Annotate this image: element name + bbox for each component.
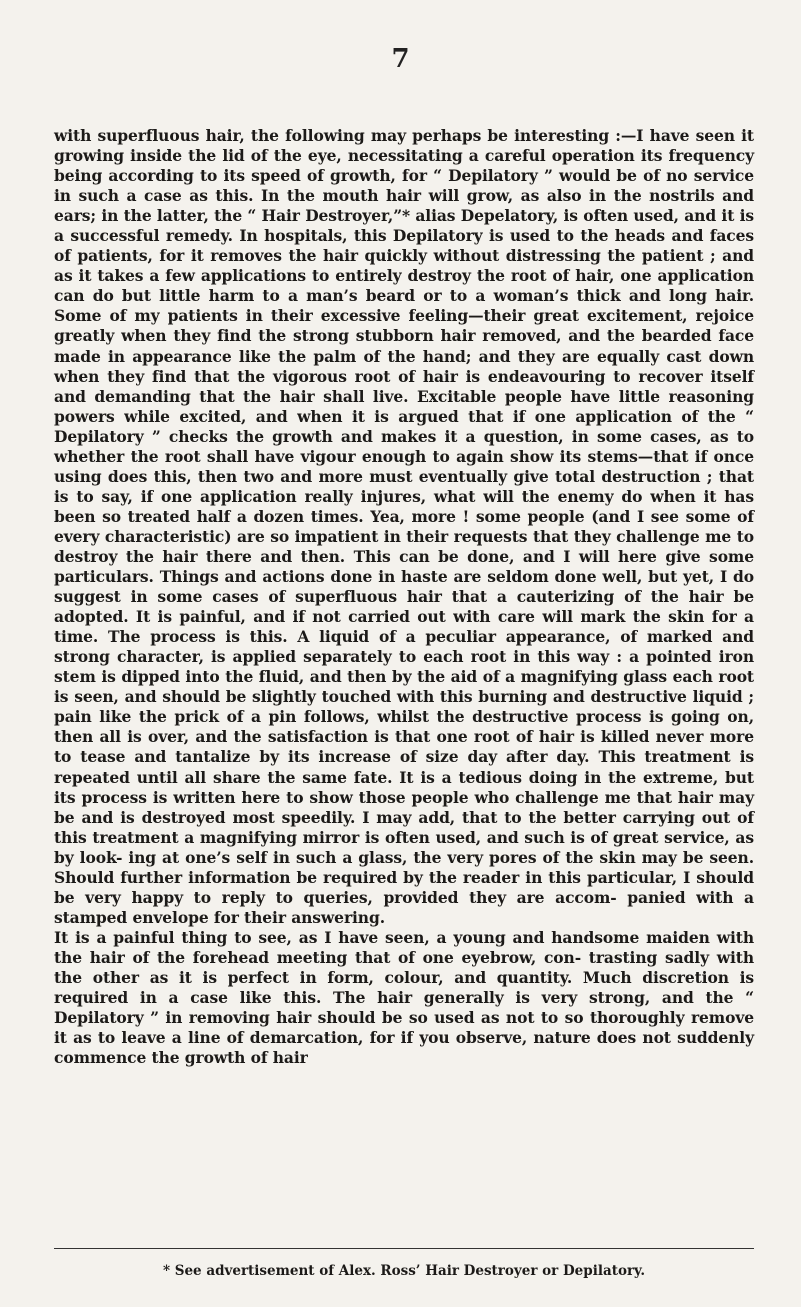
paragraph: with superfluous hair, the following may perhaps be interesting :—I have seen it growing inside the lid of the eye, necessitating a careful operation its frequency being according to its speed of growth, for “ Depilatory ” would be of no service in such a case as this. In the mouth hair will grow, as also in the nostrils and ears; in the latter, the “ Hair Destroyer,”* alias Depelatory, is often used, and it is a successful remedy. In hospitals, this Depilatory is used to the heads and faces of patients, for it removes the hair quickly without distressing the patient ; and as it takes a few applications to entirely destroy the root of hair, one application can do but little harm to a man’s beard or to a woman’s thick and long hair. Some of my patients in their excessive feeling—their great excitement, rejoice greatly when they find the strong stubborn hair removed, and the bearded face made in appearance like the palm of the hand; and they are equally cast down when they find that the vigorous root of hair is endeavouring to recover itself and demanding that the hair shall live. Excitable people have little reasoning powers while excited, and when it is argued that if one application of the “ Depilatory ” checks the growth and makes it a question, in some cases, as to whether the root shall have vigour enough to again show its stems—that if once using does this, then two and more must eventually give total destruction ; that is to say, if one application really injures, what will the enemy do when it has been so treated half a dozen times. Yea, more ! some people (and I see some of every characteristic) are so impatient in their requests that they challenge me to destroy the hair there and then. This can be done, and I will here give some particulars. Things and actions done in haste are seldom done well, but yet, I do suggest in some cases of superfluous hair that a cauterizing of the hair be adopted. It is painful, and if not carried out with care will mark the skin for a time. The process is this. A liquid of a peculiar appearance, of marked and strong character, is applied separately to each root in this way : a pointed iron stem is dipped into the fluid, and then by the aid of a magnifying glass each root is seen, and should be slightly touched with this burning and destructive liquid ; pain like the prick of a pin follows, whilst the destructive process is going on, then all is over, and the satisfaction is that one root of hair is killed never more to tease and tantalize by its increase of size day after day. This treatment is repeated until all share the same fate. It is a tedious doing in the extreme, but its process is written here to show those people who challenge me that hair may be and is destroyed most speedily. I may add, that to the better carrying out of this treatment a magnifying mirror is often used, and such is of great service, as by look- ing at one’s self in such a glass, the very pores of the skin may be seen. Should further information be required by the reader in this particular, I should be very happy to reply to queries, provided they are accom- panied with a stamped envelope for their answering.	[54, 126, 754, 927]
paragraph: It is a painful thing to see, as I have seen, a young and handsome maiden with the hair of the forehead meeting that of one eyebrow, con- trasting sadly with the other as it is perfect in form, colour, and quantity. Much discretion is required in a case like this. The hair generally is very strong, and the “ Depilatory ” in removing hair should be so used as not to so thoroughly remove it as to leave a line of demarcation, for if you observe, nature does not suddenly commence the growth of hair	[54, 927, 754, 1068]
footnote: * See advertisement of Alex. Ross’ Hair Destroyer or Depilatory.	[162, 1263, 646, 1279]
footnote-divider	[54, 1248, 754, 1249]
body-text	[54, 126, 754, 1068]
page-number: 7	[391, 44, 410, 74]
